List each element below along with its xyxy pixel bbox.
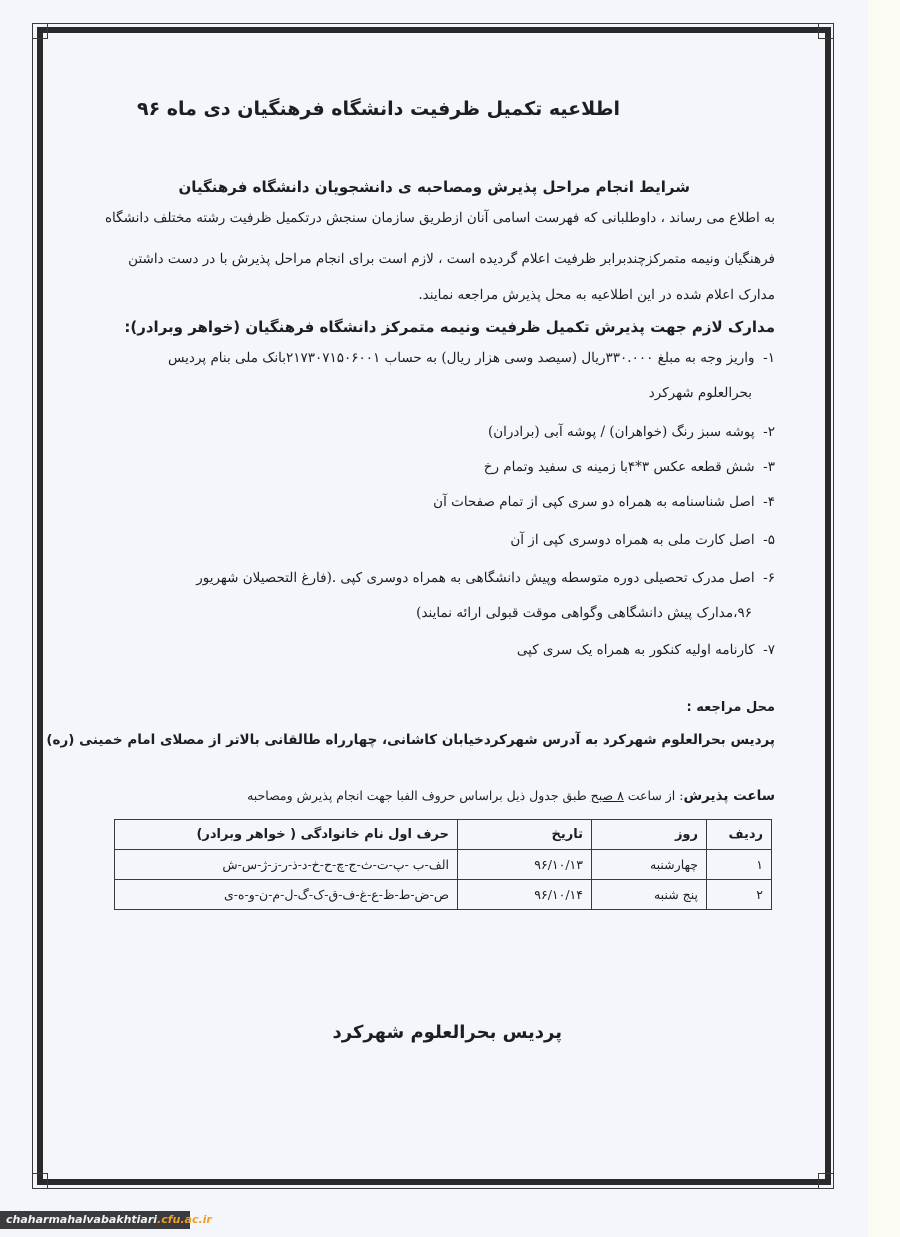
item-number: ۴- <box>763 494 775 510</box>
requirement-item-1-cont: بحرالعلوم شهرکرد <box>648 385 752 401</box>
hours-post: طبق جدول ذیل براساس حروف الفبا جهت انجام پذیرش ومصاحبه <box>247 788 591 803</box>
site-watermark <box>0 1211 212 1229</box>
table-row <box>115 850 772 880</box>
cell-day: پنج شنبه <box>592 880 707 910</box>
cell-row-number: ۱ <box>707 850 772 880</box>
col-header-surname-letters: حرف اول نام خانوادگی ( خواهر وبرادر) <box>115 820 458 850</box>
requirement-item-3 <box>484 459 775 475</box>
frame-corner-tr <box>818 23 834 39</box>
col-header-row-number: ردیف <box>707 820 772 850</box>
hours-time: ۸ صبح <box>590 788 624 803</box>
document-subtitle: شرایط انجام مراحل پذیرش ومصاحبه ی دانشجویان دانشگاه فرهنگیان <box>178 178 690 196</box>
requirement-item-6 <box>196 570 775 586</box>
item-text: شش قطعه عکس ۳*۴با زمینه ی سفید وتمام رخ <box>483 459 755 475</box>
frame-corner-bl <box>32 1173 48 1189</box>
frame-corner-tl <box>32 23 48 39</box>
item-number: ۶- <box>763 570 775 586</box>
item-text: اصل کارت ملی به همراه دوسری کپی از آن <box>510 532 755 548</box>
table-header-row <box>115 820 772 850</box>
table-row <box>115 880 772 910</box>
admission-hours <box>247 788 775 804</box>
intro-line-2: فرهنگیان ونیمه متمرکزچندبرابر ظرفیت اعلام گردیده است ، لازم است برای انجام مراحل پذیرش با در دست داشتن <box>128 251 775 267</box>
requirement-item-4 <box>433 494 775 510</box>
item-text: اصل مدرک تحصیلی دوره متوسطه وپیش دانشگاهی به همراه دوسری کپی .(فارغ التحصیلان شهریور <box>196 570 755 586</box>
item-text: واریز وجه به مبلغ ۳۳۰.۰۰۰ریال (سیصد وسی هزار ریال) به حساب ۲۱۷۳۰۷۱۵۰۶۰۰۱بانک ملی بنام پردیس <box>167 350 755 366</box>
cell-date: ۹۶/۱۰/۱۳ <box>458 850 592 880</box>
item-number: ۲- <box>763 424 775 440</box>
location-label: محل مراجعه : <box>686 700 775 715</box>
item-number: ۷- <box>763 642 775 658</box>
document-title: اطلاعیه تکمیل ظرفیت دانشگاه فرهنگیان دی ماه ۹۶ <box>136 98 620 120</box>
watermark-suffix: .cfu.ac.ir <box>157 1213 212 1226</box>
hours-label: ساعت پذیرش <box>683 788 775 804</box>
frame-corner-br <box>818 1173 834 1189</box>
item-number: ۵- <box>763 532 775 548</box>
location-address: پردیس بحرالعلوم شهرکرد به آدرس شهرکردخیابان کاشانی، چهارراه طالقانی بالاتر از مصلای امام خمینی (ره) <box>46 732 775 748</box>
cell-row-number: ۲ <box>707 880 772 910</box>
cell-letters: ص-ض-ط-ظ-ع-غ-ف-ق-ک-گ-ل-م-ن-و-ه-ی <box>115 880 458 910</box>
item-text: پوشه سبز رنگ (خواهران) / پوشه آبی (برادران) <box>487 424 755 440</box>
paper-edge <box>868 0 900 1237</box>
requirement-item-6-cont: ۹۶،مدارک پیش دانشگاهی وگواهی موقت قبولی ارائه نمایند) <box>416 605 752 621</box>
col-header-date: تاریخ <box>458 820 592 850</box>
cell-letters: الف-ب -پ-ت-ث-ج-چ-ح-خ-د-ذ-ر-ز-ژ-س-ش <box>115 850 458 880</box>
schedule-table <box>114 819 772 910</box>
cell-date: ۹۶/۱۰/۱۴ <box>458 880 592 910</box>
requirement-item-1 <box>168 350 775 366</box>
hours-pre: : از ساعت <box>623 788 684 803</box>
signature: پردیس بحرالعلوم شهرکرد <box>332 1022 562 1043</box>
watermark-prefix: chaharmahalvabakhtiari <box>6 1213 158 1226</box>
requirement-item-7 <box>517 642 775 658</box>
intro-line-1: به اطلاع می رساند ، داوطلبانی که فهرست اسامی آنان ازطریق سازمان سنجش درتکمیل ظرفیت رشته مختلف دانشگاه <box>104 210 775 226</box>
requirement-item-5 <box>510 532 775 548</box>
item-text: کارنامه اولیه کنکور به همراه یک سری کپی <box>516 642 755 658</box>
item-number: ۱- <box>763 350 775 366</box>
item-text: اصل شناسنامه به همراه دو سری کپی از تمام صفحات آن <box>433 494 755 510</box>
intro-line-3: مدارک اعلام شده در این اطلاعیه به محل پذیرش مراجعه نمایند. <box>418 287 775 303</box>
requirement-item-2 <box>488 424 775 440</box>
documents-heading: مدارک لازم جهت پذیرش تکمیل ظرفیت ونیمه متمرکز دانشگاه فرهنگیان (خواهر وبرادر): <box>124 318 775 336</box>
cell-day: چهارشنبه <box>592 850 707 880</box>
item-number: ۳- <box>763 459 775 475</box>
col-header-day: روز <box>592 820 707 850</box>
